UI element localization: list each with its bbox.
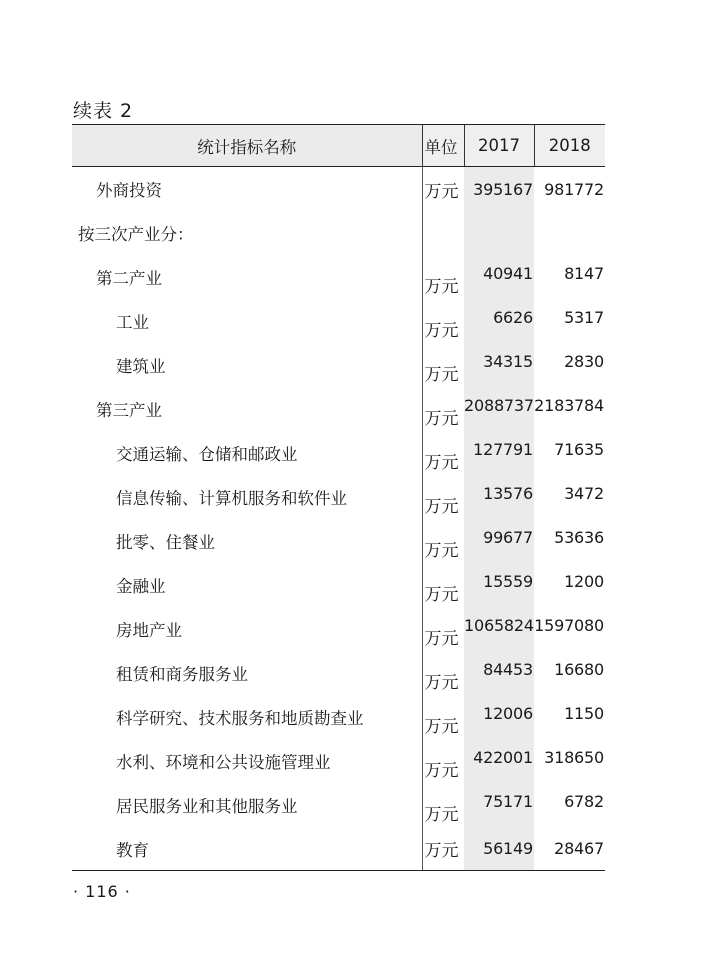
- table-row: [72, 211, 605, 255]
- row-value-2018: [534, 475, 605, 519]
- row-unit-text: 万元: [424, 804, 459, 825]
- value-text: 71635: [554, 439, 604, 459]
- row-unit: [422, 387, 464, 431]
- row-value-2018: [534, 211, 605, 255]
- row-unit-text: 万元: [424, 364, 459, 385]
- value-text: 3472: [564, 483, 604, 503]
- value-text: 16680: [554, 659, 604, 679]
- page-number: · 116 ·: [73, 882, 131, 901]
- row-name: 外商投资: [96, 181, 162, 200]
- row-unit: [422, 343, 464, 387]
- value-text: 6626: [493, 307, 533, 327]
- value-text: 1200: [564, 571, 604, 591]
- row-value-2017: 395167: [464, 167, 534, 212]
- table-row: [72, 255, 605, 299]
- row-name: 批零、住餐业: [116, 533, 215, 552]
- row-value-2018: [534, 343, 605, 387]
- row-value-2017: [464, 651, 534, 695]
- row-value-2017: [464, 519, 534, 563]
- header-unit: 单位: [422, 125, 464, 167]
- row-unit-text: 万元: [424, 408, 459, 429]
- row-unit: [422, 519, 464, 563]
- value-text: 127791: [473, 439, 533, 459]
- row-value-2018: [534, 431, 605, 475]
- row-unit-text: 万元: [424, 496, 459, 517]
- row-value-2018: [534, 299, 605, 343]
- table-row: [72, 387, 605, 431]
- table-row: [72, 299, 605, 343]
- row-value-2017: [464, 387, 534, 431]
- row-unit: [422, 783, 464, 827]
- row-unit: [422, 211, 464, 255]
- row-value-2018: 28467: [534, 827, 605, 871]
- row-unit-text: 万元: [424, 672, 459, 693]
- row-value-2018: [534, 255, 605, 299]
- row-value-2018: [534, 695, 605, 739]
- statistics-table: [72, 124, 605, 871]
- table-row: [72, 475, 605, 519]
- row-value-2017: [464, 475, 534, 519]
- row-value-2018: [534, 651, 605, 695]
- row-value-2017: [464, 607, 534, 651]
- value-text: 2088737: [464, 395, 534, 415]
- table-row: [72, 695, 605, 739]
- row-value-2018: 981772: [544, 179, 604, 199]
- row-value-2017: [464, 211, 534, 255]
- table-row: [72, 651, 605, 695]
- value-text: 34315: [483, 351, 533, 371]
- row-value-2017: [464, 431, 534, 475]
- row-name: 交通运输、仓储和邮政业: [116, 445, 298, 464]
- row-value-2017: [464, 343, 534, 387]
- value-text: 15559: [483, 571, 533, 591]
- row-unit: [422, 695, 464, 739]
- row-value-2017: [464, 783, 534, 827]
- table-caption: 续表 2: [73, 100, 134, 122]
- value-text: 53636: [554, 527, 604, 547]
- table-header-row: [72, 125, 605, 167]
- row-name: 按三次产业分：: [78, 225, 194, 244]
- value-text: 99677: [483, 527, 533, 547]
- row-unit-text: 万元: [424, 760, 459, 781]
- value-text: 318650: [544, 747, 604, 767]
- row-unit: [422, 563, 464, 607]
- table-row: [72, 563, 605, 607]
- value-text: 12006: [483, 703, 533, 723]
- table-row: [72, 783, 605, 827]
- row-name: 居民服务业和其他服务业: [116, 797, 298, 816]
- table-row: [72, 167, 605, 212]
- row-name: 金融业: [116, 577, 166, 596]
- row-unit: 万元: [422, 827, 464, 871]
- row-unit: [422, 299, 464, 343]
- row-unit-text: 万元: [424, 540, 459, 561]
- row-unit-text: 万元: [424, 716, 459, 737]
- row-value-2017: [464, 739, 534, 783]
- row-name: 建筑业: [116, 357, 166, 376]
- row-name: 科学研究、技术服务和地质勘查业: [116, 709, 364, 728]
- row-unit: [422, 607, 464, 651]
- row-name: 租赁和商务服务业: [116, 665, 248, 684]
- table-row: [72, 343, 605, 387]
- row-name: 教育: [72, 827, 422, 871]
- value-text: 13576: [483, 483, 533, 503]
- value-text: 1065824: [464, 615, 534, 635]
- value-text: 75171: [483, 791, 533, 811]
- value-text: 8147: [564, 263, 604, 283]
- row-value-2017: [464, 695, 534, 739]
- row-name: 信息传输、计算机服务和软件业: [116, 489, 347, 508]
- row-unit-text: 万元: [424, 320, 459, 341]
- row-value-2018: [534, 563, 605, 607]
- row-name: 房地产业: [116, 621, 182, 640]
- value-text: 1150: [564, 703, 604, 723]
- row-value-2018: [534, 607, 605, 651]
- row-unit: [422, 739, 464, 783]
- row-name: 第三产业: [96, 401, 162, 420]
- header-year-2018: 2018: [534, 125, 605, 167]
- row-value-2017: [464, 255, 534, 299]
- row-unit: [422, 475, 464, 519]
- table-row: [72, 739, 605, 783]
- value-text: 40941: [483, 263, 533, 283]
- row-name: 工业: [116, 313, 149, 332]
- value-text: 1597080: [534, 615, 604, 635]
- value-text: 422001: [473, 747, 533, 767]
- row-unit: 万元: [422, 167, 464, 212]
- row-value-2017: 56149: [464, 827, 534, 871]
- row-unit: [422, 431, 464, 475]
- row-unit-text: 万元: [424, 628, 459, 649]
- row-name: 水利、环境和公共设施管理业: [116, 753, 331, 772]
- row-value-2018: [534, 387, 605, 431]
- row-unit: [422, 255, 464, 299]
- value-text: 84453: [483, 659, 533, 679]
- table-row: [72, 519, 605, 563]
- row-unit-text: 万元: [424, 584, 459, 605]
- value-text: 2183784: [534, 395, 604, 415]
- row-value-2018: [534, 739, 605, 783]
- header-indicator-name: 统计指标名称: [72, 125, 422, 167]
- row-unit-text: 万元: [424, 452, 459, 473]
- value-text: 6782: [564, 791, 604, 811]
- row-value-2018: [534, 519, 605, 563]
- row-value-2017: [464, 563, 534, 607]
- row-unit-text: 万元: [424, 276, 459, 297]
- row-value-2017: [464, 299, 534, 343]
- row-unit: [422, 651, 464, 695]
- row-name: 第二产业: [96, 269, 162, 288]
- table-row: [72, 827, 605, 871]
- value-text: 5317: [564, 307, 604, 327]
- value-text: 2830: [564, 351, 604, 371]
- row-value-2018: [534, 783, 605, 827]
- table-row: [72, 607, 605, 651]
- header-year-2017: 2017: [464, 125, 534, 167]
- table-row: [72, 431, 605, 475]
